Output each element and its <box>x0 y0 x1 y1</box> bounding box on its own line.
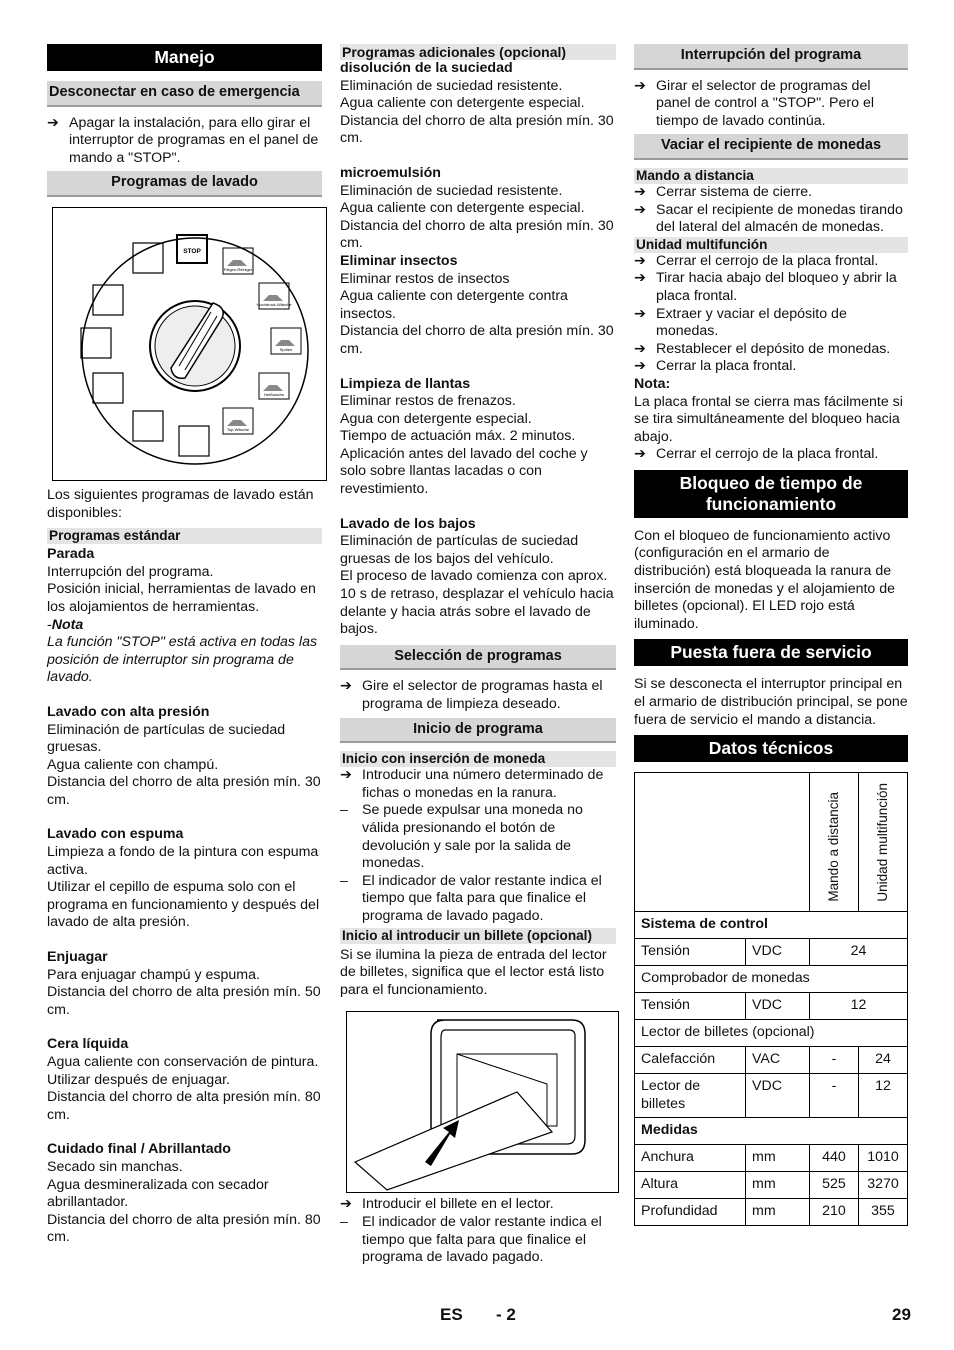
table-cell: - <box>810 1047 859 1074</box>
step-item <box>634 78 908 131</box>
heading-empty-coin-box: Vaciar el recipiente de monedas <box>634 134 908 160</box>
heading-standard-programs: Programas estándar <box>47 528 322 544</box>
note-label <box>47 617 322 635</box>
dash-icon: – <box>340 1213 348 1230</box>
section-title-lock: Bloqueo de tiempo de funcionamiento <box>634 470 908 518</box>
table-cell: 440 <box>810 1145 859 1172</box>
program-title: Lavado de los bajos <box>340 515 476 532</box>
dial-label-5: Heißwachs <box>264 391 284 397</box>
list-item <box>340 1214 616 1267</box>
program-line: Distancia del chorro de alta presión mín. 30 cm. <box>340 323 614 357</box>
program-line: Agua caliente con detergente especial. <box>340 200 585 217</box>
arrow-right-icon: ➔ <box>47 114 59 131</box>
arrow-right-icon: ➔ <box>634 270 646 287</box>
program-line: Eliminación de partículas de suciedad gruesas de los bajos del vehículo. <box>340 533 579 567</box>
table-cell: Profundidad <box>635 1199 746 1226</box>
table-row <box>635 1020 908 1047</box>
program-line: Interrupción del programa. <box>47 563 214 580</box>
tech-data-table <box>634 772 908 1226</box>
table-row <box>635 1172 908 1199</box>
table-cell: 24 <box>810 939 908 966</box>
table-row <box>635 939 908 966</box>
table-cell: mm <box>746 1145 810 1172</box>
note-label-text: Nota <box>51 616 84 633</box>
program-title: Eliminar insectos <box>340 252 458 269</box>
table-row <box>635 1047 908 1074</box>
table-group-label: Comprobador de monedas <box>635 966 908 993</box>
arrow-right-icon: ➔ <box>634 201 646 218</box>
program-line: Utilizar después de enjuagar. <box>47 1071 230 1088</box>
heading-multi-unit: Unidad multifunción <box>634 237 908 253</box>
table-cell: mm <box>746 1199 810 1226</box>
step-text: Tirar hacia abajo del bloqueo y abrir la placa frontal. <box>656 270 897 304</box>
dial-label-3: Hochdruck-Wäsche <box>256 301 292 307</box>
program-line: Distancia del chorro de alta presión mín. 80 cm. <box>47 1211 321 1246</box>
table-cell: 24 <box>859 1047 908 1074</box>
heading-program-selection: Selección de programas <box>340 645 616 671</box>
list-text: El indicador de valor restante indica el tiempo que falta para que finalice el programa de lavado pagado. <box>362 872 602 924</box>
step-item <box>634 306 908 341</box>
table-cell: Calefacción <box>635 1047 746 1074</box>
table-header-cell <box>859 773 908 912</box>
step-text: Sacar el recipiente de monedas tirando del lateral del almacén de monedas. <box>656 201 903 236</box>
program-line: Aplicación antes del lavado del coche y solo sobre llantas lacadas o con revestimiento. <box>340 445 588 498</box>
step-text: Restablecer el depósito de monedas. <box>656 340 891 357</box>
dash-icon: – <box>340 802 348 819</box>
table-cell: 12 <box>859 1074 908 1118</box>
step-text: Girar el selector de programas del panel de control a "STOP". Pero el tiempo de lavado continúa. <box>656 77 875 129</box>
table-corner <box>635 773 810 912</box>
table-cell: mm <box>746 1172 810 1199</box>
heading-remote: Mando a distancia <box>634 168 908 184</box>
available-text: Los siguientes programas de lavado están disponibles: <box>47 486 314 521</box>
table-cell: VDC <box>746 939 810 966</box>
program-line: Eliminar restos de frenazos. <box>340 393 516 410</box>
program-line: Distancia del chorro de alta presión mín. 30 cm. <box>340 217 614 252</box>
program-title: Cuidado final / Abrillantado <box>47 1141 231 1158</box>
step-text: Cerrar la placa frontal. <box>656 358 797 375</box>
table-cell: 210 <box>810 1199 859 1226</box>
heading-additional-programs: Programas adicionales (opcional) <box>340 44 616 60</box>
program-line: Posición inicial, herramientas de lavado en los alojamientos de herramientas. <box>47 581 316 615</box>
list-text: Se puede expulsar una moneda no válida presionando el botón de devolución y sale por la salida de monedas. <box>362 802 583 872</box>
dial-label-6: Top-Wäsche <box>226 426 250 432</box>
program-line: Agua caliente con detergente contra insectos. <box>340 288 568 322</box>
step-item <box>340 678 616 713</box>
dial-label-4: Spülen <box>279 346 293 352</box>
table-row <box>635 1074 908 1118</box>
program-title: Lavado con espuma <box>47 826 184 843</box>
program-title: Lavado con alta presión <box>47 703 210 720</box>
arrow-right-icon: ➔ <box>634 183 646 200</box>
footer-language: ES <box>440 1305 463 1324</box>
program-dial-drawing <box>53 208 326 480</box>
table-row <box>635 1145 908 1172</box>
program-line: El proceso de lavado comienza con aprox. 10 s de retraso, desplazar el vehículo hacia delante y hacia atrás sobre el lavado de bajos. <box>340 568 614 638</box>
table-cell: Anchura <box>635 1145 746 1172</box>
note-label: Nota: <box>634 375 671 392</box>
step-item <box>634 184 908 202</box>
dial-label-stop: STOP <box>183 247 201 255</box>
column-right <box>634 44 908 1226</box>
program-line: Utilizar el cepillo de espuma solo con el programa en funcionamiento y después del lavado de alta presión. <box>47 879 320 931</box>
table-cell: 1010 <box>859 1145 908 1172</box>
note-text: La placa frontal se cierra mas fácilmente si se tira simultáneamente del bloqueo hacia abajo. <box>634 393 903 445</box>
table-cell: Lector de billetes <box>635 1074 746 1118</box>
step-text: Extraer y vaciar el depósito de monedas. <box>656 305 847 340</box>
list-text: El indicador de valor restante indica el tiempo que falta para que finalice el programa de lavado pagado. <box>362 1213 602 1266</box>
table-cell: Altura <box>635 1172 746 1199</box>
note-prefix: - <box>47 616 52 633</box>
arrow-right-icon: ➔ <box>634 77 646 94</box>
program-line: Eliminación de suciedad resistente. <box>340 182 563 199</box>
step-text: Introducir el billete en el lector. <box>362 1196 554 1213</box>
program-line: Eliminación de partículas de suciedad gruesas. <box>47 721 286 756</box>
table-cell: 525 <box>810 1172 859 1199</box>
lock-text: Con el bloqueo de funcionamiento activo (configuración en el armario de distribución) está bloqueada la ranura de inserción de monedas y el alojamiento de billetes (opcional). El LED rojo está iluminado. <box>634 527 896 632</box>
heading-coin-start: Inicio con inserción de moneda <box>340 751 616 767</box>
arrow-right-icon: ➔ <box>634 358 646 375</box>
program-dial-figure <box>52 207 327 481</box>
step-item <box>634 270 908 305</box>
program-line: Distancia del chorro de alta presión mín. 30 cm. <box>340 112 614 147</box>
program-line: Limpieza a fondo de la pintura con espuma activa. <box>47 844 319 878</box>
program-title: microemulsión <box>340 164 441 181</box>
section-title-manejo: Manejo <box>47 44 322 71</box>
step-item <box>634 358 908 376</box>
column-middle <box>340 44 616 1267</box>
program-line: Distancia del chorro de alta presión mín. 30 cm. <box>47 774 321 808</box>
program-title: disolución de la suciedad <box>340 60 513 76</box>
program-line: Agua caliente con conservación de pintura. <box>47 1054 319 1070</box>
arrow-right-icon: ➔ <box>340 1196 352 1213</box>
step-text: Cerrar sistema de cierre. <box>656 183 813 200</box>
table-header-row <box>635 773 908 912</box>
decommission-text: Si se desconecta el interruptor principal en el armario de distribución principal, se pone fuera de servicio el mando a distancia. <box>634 676 908 728</box>
column-left <box>47 44 322 1247</box>
step-item <box>634 341 908 359</box>
footer-page-number: 29 <box>892 1305 911 1324</box>
program-line: Para enjuagar champú y espuma. <box>47 966 260 983</box>
column-header-multi: Unidad multifunción <box>875 783 891 902</box>
list-item <box>340 873 616 926</box>
program-line: Agua caliente con champú. <box>47 756 219 773</box>
arrow-right-icon: ➔ <box>634 305 646 322</box>
table-cell: VDC <box>746 993 810 1020</box>
arrow-right-icon: ➔ <box>340 767 352 784</box>
arrow-right-icon: ➔ <box>634 446 646 463</box>
note-text: La función "STOP" está activa en todas las posición de interruptor sin programa de lavado. <box>47 634 318 686</box>
table-cell: VDC <box>746 1074 810 1118</box>
table-row <box>635 1118 908 1145</box>
step-item <box>340 767 616 802</box>
table-cell: 12 <box>810 993 908 1020</box>
program-line: Eliminar restos de insectos <box>340 270 510 287</box>
table-cell: VAC <box>746 1047 810 1074</box>
program-line: Agua caliente con detergente especial. <box>340 95 585 112</box>
step-text: Cerrar el cerrojo de la placa frontal. <box>656 252 879 269</box>
step-item <box>634 202 908 237</box>
section-title-tech-data: Datos técnicos <box>634 735 908 762</box>
table-cell: Tensión <box>635 993 746 1020</box>
program-title: Parada <box>47 546 95 563</box>
heading-program-start: Inicio de programa <box>340 718 616 744</box>
table-group-label: Lector de billetes (opcional) <box>635 1020 908 1047</box>
table-group-label: Sistema de control <box>635 912 908 939</box>
step-item <box>634 253 908 271</box>
section-title-decommission: Puesta fuera de servicio <box>634 639 908 666</box>
program-title: Limpieza de llantas <box>340 375 471 392</box>
step-item <box>634 446 908 464</box>
program-title: Cera líquida <box>47 1036 129 1053</box>
heading-programs: Programas de lavado <box>47 171 322 197</box>
program-line: Agua desmineralizada con secador abrillantador. <box>47 1176 269 1211</box>
table-row <box>635 993 908 1020</box>
arrow-right-icon: ➔ <box>340 678 352 695</box>
arrow-right-icon: ➔ <box>634 252 646 269</box>
step-text: Apagar la instalación, para ello girar el interruptor de programas en el panel de mando a "STOP". <box>69 114 319 166</box>
table-row <box>635 966 908 993</box>
arrow-right-icon: ➔ <box>634 340 646 357</box>
table-header-cell <box>810 773 859 912</box>
program-line: Distancia del chorro de alta presión mín. 50 cm. <box>47 984 321 1018</box>
step-item <box>47 115 322 168</box>
step-text: Gire el selector de programas hasta el programa de limpieza deseado. <box>362 678 603 712</box>
table-cell: 355 <box>859 1199 908 1226</box>
table-cell: Tensión <box>635 939 746 966</box>
step-item <box>340 1196 616 1214</box>
heading-program-interruption: Interrupción del programa <box>634 44 908 70</box>
table-cell: - <box>810 1074 859 1118</box>
list-item <box>340 802 616 872</box>
table-row <box>635 912 908 939</box>
dash-icon: – <box>340 872 348 889</box>
table-row <box>635 1199 908 1226</box>
program-line: Secado sin manchas. <box>47 1158 183 1175</box>
bill-reader-figure <box>346 1011 619 1193</box>
bill-text: Si se ilumina la pieza de entrada del lector de billetes, significa que el lector está listo para el funcionamiento. <box>340 946 607 998</box>
table-group-label: Medidas <box>635 1118 908 1145</box>
program-line: Agua con detergente especial. <box>340 410 532 427</box>
program-line: Eliminación de suciedad resistente. <box>340 77 563 94</box>
heading-bill-start: Inicio al introducir un billete (opcional) <box>340 928 616 944</box>
dial-label-2: Felgen-Reiniger <box>223 266 253 272</box>
bill-reader-drawing <box>347 1012 618 1192</box>
column-header-remote: Mando a distancia <box>826 792 842 902</box>
step-text: Cerrar el cerrojo de la placa frontal. <box>656 446 879 463</box>
program-line: Tiempo de actuación máx. 2 minutos. <box>340 428 576 445</box>
program-title: Enjuagar <box>47 949 108 966</box>
step-text: Introducir una número determinado de fichas o monedas en la ranura. <box>362 767 604 801</box>
footer-section: - 2 <box>496 1305 516 1324</box>
table-cell: 3270 <box>859 1172 908 1199</box>
program-line: Distancia del chorro de alta presión mín. 80 cm. <box>47 1089 321 1123</box>
heading-emergency: Desconectar en caso de emergencia <box>47 81 322 107</box>
